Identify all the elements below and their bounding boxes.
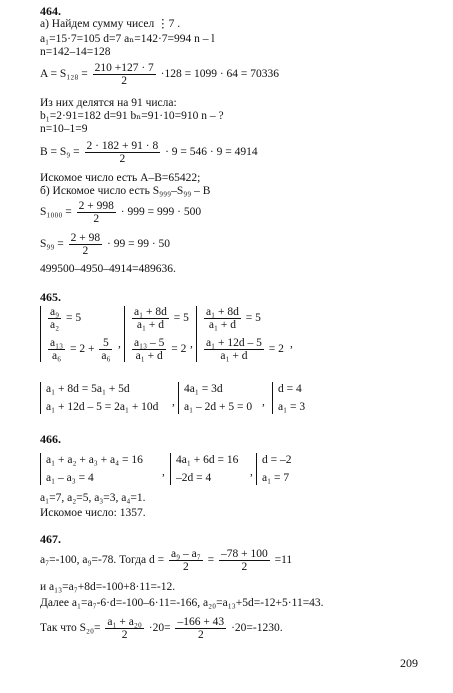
fraction: $\frac{2 \cdot 182 + 91 \cdot 8}{2}$	[86, 140, 159, 165]
system-3: d = –2 a₁ = 7	[256, 453, 292, 485]
formula-d: a₇=-100, a₉=-78. Тогда d = $\frac{\text{a₉ – a₇}}{2}$ = $\frac{-78 + 100}{2}$ =11	[40, 548, 293, 573]
problem-465-number: 465.	[40, 290, 61, 304]
system-1: a₁ + a₂ + a₃ + a₄ = 16 a₁ – a₃ = 4	[40, 453, 143, 485]
fraction: $\frac{\text{a₁ + a₂₀}}{2}$	[107, 616, 142, 641]
separator: ,	[118, 338, 121, 350]
separator: ,	[162, 466, 165, 478]
page-number: 209	[400, 656, 418, 670]
system-2: $\frac{\text{a₁ + 8d}}{\text{a₁ + d}}$ = 5 $\frac{\text{a₁₃ – 5}}{\text{a₁ + d}}$ = 2	[124, 306, 189, 362]
formula-rhs: · 999 = 999 · 500	[120, 206, 202, 219]
system-6: d = 4 a₁ = 3	[272, 382, 305, 414]
system-4: a₁ + 8d = 5a₁ + 5d a₁ + 12d – 5 = 2a₁ + 10d	[40, 382, 158, 414]
formula-rhs: · 99 = 99 · 50	[107, 238, 171, 251]
problem-467-number: 467.	[40, 532, 61, 546]
formula-s99	[40, 232, 170, 257]
text-line: Далее a₁=a₇-6·d=-100–6·11=-166, a₂₀=a₁₃+5d=-12+5·11=43.	[40, 597, 324, 609]
text-line: a₁=7, a₂=5, a₃=3, a₄=1.	[40, 492, 146, 504]
separator: ,	[190, 338, 193, 350]
text-line: Искомое число: 1357.	[40, 507, 146, 519]
separator: ,	[250, 466, 253, 478]
text-line: Искомое число есть A–B=65422;	[40, 172, 201, 184]
fraction: $\frac{2 + 998}{2}$	[78, 200, 114, 225]
text-line: Из них делятся на 91 числа:	[40, 97, 177, 109]
text-line: b₁=2·91=182 d=91 bₙ=91·10=910 n – ?	[40, 110, 224, 122]
formula-s1000	[40, 200, 201, 225]
text-line: а) Найдем сумму чисел ⋮7 .	[40, 18, 181, 30]
text-line: б) Искомое число есть S₉₉₉–S₉₉ – B	[40, 185, 211, 197]
system-1: $\frac{\text{a₉}}{\text{a₂}}$ = 5 $\frac{\text{a₁₃}}{\text{a₆}}$ = 2 + $\frac{5}{\text{a₆}}$	[40, 306, 114, 362]
fraction: $\frac{210 +127 \cdot 7}{2}$	[94, 62, 154, 87]
separator: ,	[172, 396, 175, 408]
formula-lhs: A = S₁₂₈ =	[40, 68, 88, 81]
problem-464-number: 464.	[40, 4, 61, 18]
problem-466-number: 466.	[40, 432, 61, 446]
formula-lhs: S₉₉ =	[40, 238, 64, 251]
text-line: и a₁₃=a₇+8d=-100+8·11=-12.	[40, 581, 176, 593]
separator: ,	[262, 396, 265, 408]
text-line: 499500–4950–4914=489636.	[40, 263, 176, 275]
separator: ,	[290, 338, 293, 350]
system-3: $\frac{\text{a₁ + 8d}}{\text{a₁ + d}}$ = 5 $\frac{\text{a₁ + 12d – 5}}{\text{a₁ + d}}$ = 2	[196, 306, 284, 362]
fraction: $\frac{-166 + 43}{2}$	[177, 616, 225, 641]
fraction: $\frac{2 + 98}{2}$	[70, 232, 101, 257]
system-2: 4a₁ + 6d = 16 –2d = 4	[170, 453, 238, 485]
formula-s20: Так что S₂₀= $\frac{\text{a₁ + a₂₀}}{2}$ ·20= $\frac{-166 + 43}{2}$ ·20=-1230.	[40, 616, 283, 641]
text-line: n=142–14=128	[40, 46, 111, 58]
formula-sum-b	[40, 140, 258, 165]
fraction: $\frac{-78 + 100}{2}$	[220, 548, 268, 573]
formula-lhs: S₁₀₀₀ =	[40, 206, 72, 219]
formula-lhs: B = S₉ =	[40, 146, 80, 159]
system-5: 4a₁ = 3d a₁ – 2d + 5 = 0	[178, 382, 252, 414]
text-line: a₁=15·7=105 d=7 aₙ=142·7=994 n – l	[40, 33, 215, 45]
text-line: n=10–1=9	[40, 123, 88, 135]
formula-sum-a	[40, 62, 279, 87]
formula-rhs: ·128 = 1099 · 64 = 70336	[160, 68, 280, 81]
fraction: $\frac{\text{a₉ – a₇}}{2}$	[170, 548, 201, 573]
formula-rhs: · 9 = 546 · 9 = 4914	[165, 146, 258, 159]
